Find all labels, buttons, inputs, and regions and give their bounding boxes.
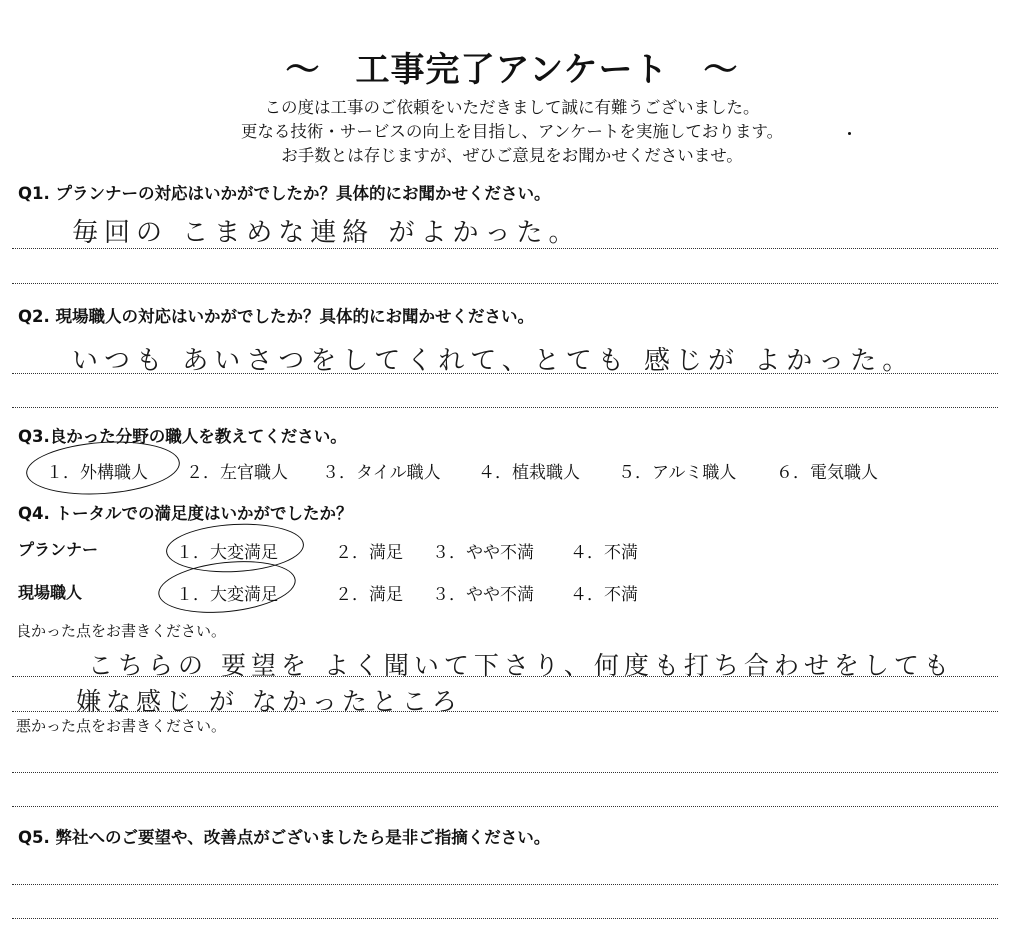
q4-worker-option-3[interactable]: ３．やや不満 [432,585,534,605]
q3-question: Q3.良かった分野の職人を教えてください。 [18,427,347,446]
q4-worker-option-4[interactable]: ４．不満 [570,585,638,605]
good-points-prompt: 良かった点をお書きください。 [16,622,227,640]
q2-line-1 [12,373,998,374]
q1-line-1 [12,248,998,249]
q3-option-4[interactable]: ４．植栽職人 [478,463,580,483]
q1-answer: 毎回の こまめな連絡 がよかった。 [72,218,581,248]
q4-planner-label: プランナー [18,540,99,559]
q4-question: Q4. トータルでの満足度はいかがでしたか？ [18,504,353,523]
q4-worker-option-2[interactable]: ２．満足 [335,585,403,605]
good-points-line-1 [12,676,998,677]
q4-planner-option-3[interactable]: ３．やや不満 [432,543,534,563]
q1-question: Q1. プランナーの対応はいかがでしたか？具体的にお聞かせください。 [18,184,551,203]
intro-line-2: 更なる技術・サービスの向上を目指し、アンケートを実施しております。 [240,122,784,141]
good-points-answer-line-1: こちらの 要望を よく聞いて下さり、何度も打ち合わせをしても [88,651,954,680]
q4-worker-selection-circle [156,555,298,619]
bad-points-line-1 [12,772,998,773]
bad-points-line-2 [12,806,998,807]
q2-question: Q2. 現場職人の対応はいかがでしたか？具体的にお聞かせください。 [18,307,535,326]
q4-worker-option-1[interactable]: １．大変満足 [176,585,278,605]
q2-line-2 [12,407,998,408]
intro-line-1: この度は工事のご依頼をいただきまして誠に有難うございました。 [264,98,760,117]
intro-line-3: お手数とは存じますが、ぜひご意見をお聞かせくださいませ。 [281,146,743,165]
q3-option-5[interactable]: ５．アルミ職人 [618,463,737,483]
q3-option-2[interactable]: ２．左官職人 [186,463,288,483]
q4-worker-label: 現場職人 [18,583,83,602]
q4-planner-option-2[interactable]: ２．満足 [335,543,403,563]
q4-planner-option-4[interactable]: ４．不満 [570,543,638,563]
good-points-line-2 [12,711,998,712]
survey-title: ～ 工事完了アンケート ～ [285,50,739,90]
q1-line-2 [12,283,998,284]
q2-answer: いつも あいさつをしてくれて、とても 感じが よかった。 [72,346,915,376]
q3-option-3[interactable]: ３．タイル職人 [322,463,441,483]
good-points-answer-line-2: 嫌な感じ が なかったところ [76,687,462,716]
q5-question: Q5. 弊社へのご要望や、改善点がございましたら是非ご指摘ください。 [18,828,551,847]
q5-line-1 [12,884,998,885]
q3-option-6[interactable]: ６．電気職人 [776,463,878,483]
q5-line-2 [12,918,998,919]
q4-planner-option-1[interactable]: １．大変満足 [176,543,278,563]
bad-points-prompt: 悪かった点をお書きください。 [16,717,227,735]
q3-option-1[interactable]: １．外構職人 [46,463,148,483]
stray-mark [848,132,851,135]
